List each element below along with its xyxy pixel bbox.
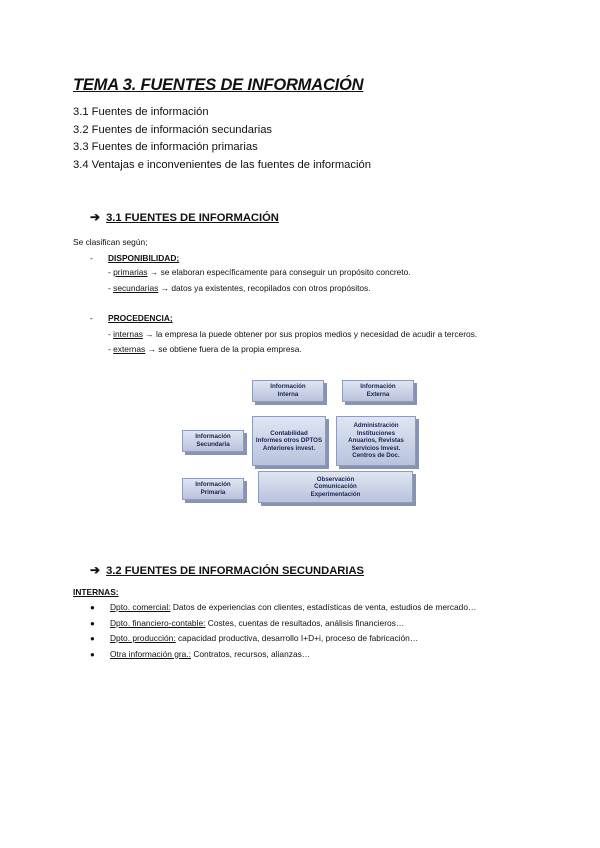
item-prefix: - — [108, 283, 114, 293]
toc-item: 3.4 Ventajas e inconvenientes de las fuentes de información — [73, 158, 371, 171]
internas-list — [90, 600, 476, 662]
item-text: → datos ya existentes, recopilados con otros propósitos. — [158, 283, 371, 293]
section-heading-3-1: ➔ 3.1 FUENTES DE INFORMACIÓN — [90, 210, 279, 224]
item-term: Dpto. financiero-contable: — [110, 617, 206, 628]
list-dash: - — [90, 253, 93, 263]
item-prefix: - — [108, 267, 114, 277]
box-metodos-primarios: Observación Comunicación Experimentación — [258, 471, 413, 503]
section-heading-3-2: ➔ 3.2 FUENTES DE INFORMACIÓN SECUNDARIAS — [90, 563, 365, 577]
item-term: Otra información gra.: — [110, 648, 191, 659]
box-informacion-primaria: Información Primaria — [182, 478, 244, 500]
internas-subheading: INTERNAS: — [73, 587, 119, 597]
intro-text: Se clasifican según; — [73, 237, 148, 247]
list-item — [108, 328, 477, 340]
list-item — [108, 343, 302, 355]
table-of-contents — [73, 104, 371, 174]
item-term: internas — [113, 329, 143, 339]
box-informacion-secundaria: Información Secundaria — [182, 430, 244, 452]
bullet-icon: ● — [90, 634, 95, 644]
box-fuentes-externas-secundarias: Administración Instituciones Anuarios, Revistas Servicios Invest. Centros de Doc. — [336, 416, 416, 466]
item-text: Costes, cuentas de resultados, análisis financieros… — [205, 617, 405, 628]
item-term: Dpto. producción: — [110, 633, 176, 644]
item-text: capacidad productiva, desarrollo I+D+i, proceso de fabricación… — [175, 633, 419, 644]
item-text: → se obtiene fuera de la propia empresa. — [145, 344, 302, 354]
item-prefix: - — [108, 344, 114, 354]
bullet-icon: ● — [90, 603, 95, 612]
list-item — [108, 266, 411, 278]
item-text: → se elaboran específicamente para conseguir un propósito concreto. — [147, 267, 411, 277]
list-item — [90, 616, 476, 632]
arrow-right-icon: ➔ — [90, 563, 101, 577]
list-item — [90, 631, 476, 647]
item-term: externas — [113, 344, 146, 354]
box-fuentes-internas-secundarias: Contabilidad Informes otros DPTOS Anteriores invest. — [252, 416, 326, 466]
list-dash: - — [90, 313, 93, 323]
box-informacion-interna: Información Interna — [252, 380, 324, 402]
list-item — [90, 600, 476, 616]
list-item — [90, 647, 476, 663]
toc-item: 3.1 Fuentes de información — [73, 106, 209, 118]
item-text: Datos de experiencias con clientes, estadísticas de venta, estudios de mercado… — [170, 602, 477, 612]
list-item — [108, 282, 371, 294]
bullet-icon: ● — [90, 649, 95, 659]
item-text: → la empresa la puede obtener por sus propios medios y necesidad de acudir a terceros. — [142, 329, 478, 339]
procedencia-label: PROCEDENCIA; — [108, 313, 173, 323]
disponibilidad-label: DISPONIBILIDAD; — [108, 253, 180, 263]
bullet-icon: ● — [90, 618, 95, 628]
toc-item: 3.3 Fuentes de información primarias — [73, 141, 258, 154]
item-term: secundarias — [113, 283, 159, 293]
page-title: TEMA 3. FUENTES DE INFORMACIÓN — [73, 76, 364, 94]
toc-item: 3.2 Fuentes de información secundarias — [73, 123, 273, 136]
sources-diagram — [180, 376, 420, 506]
arrow-right-icon: ➔ — [90, 210, 101, 224]
item-term: primarias — [113, 267, 148, 277]
item-term: Dpto. comercial: — [110, 602, 171, 612]
item-text: Contratos, recursos, alianzas… — [191, 648, 311, 659]
item-prefix: - — [108, 329, 114, 339]
box-informacion-externa: Información Externa — [342, 380, 414, 402]
